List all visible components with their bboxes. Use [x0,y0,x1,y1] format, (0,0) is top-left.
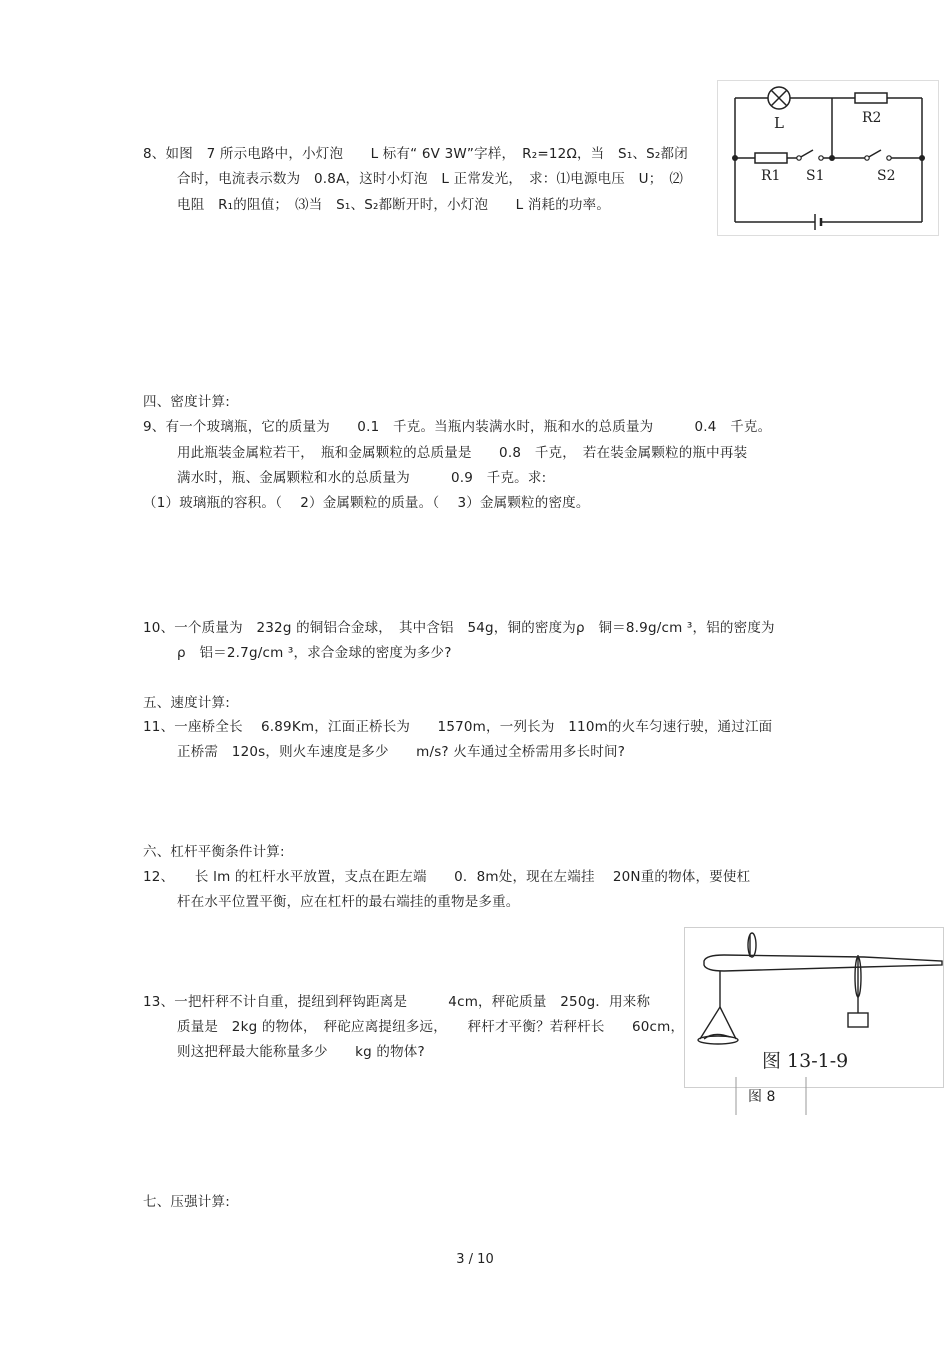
q8-line-2: 合时，电流表示数为 0.8A，这时小灯泡 L 正常发光， 求：⑴电源电压 U； ⑵ [177,171,684,187]
q11-line-2: 正桥需 120s，则火车速度是多少 m/s? 火车通过全桥需用多长时间? [177,744,626,760]
section-5-heading: 五、速度计算: [143,695,230,711]
section-4-heading: 四、密度计算: [143,394,230,410]
q9-line-3: 满水时，瓶、金属颗粒和水的总质量为 0.9 千克。求: [177,470,547,486]
label-S2: S2 [877,168,896,184]
q9-line-4: （1）玻璃瓶的容积。（ 2）金属颗粒的质量。（ 3）金属颗粒的密度。 [143,495,590,511]
circuit-diagram [717,80,939,236]
steelyard-figure [684,927,944,1117]
counterweight-icon [848,1013,868,1027]
q12-line-2: 杆在水平位置平衡，应在杠杆的最右端挂的重物是多重。 [177,894,520,910]
q11-line-1: 11、一座桥全长 6.89Km，江面正桥长为 1570m，一列长为 110m的火车匀速行驶，通过江面 [143,719,773,735]
figure-8-caption: 图 8 [748,1089,776,1105]
lamp-icon [768,87,790,109]
section-7-heading: 七、压强计算: [143,1194,230,1210]
q10-line-1: 10、一个质量为 232g 的铜铝合金球， 其中含铝 54g，铜的密度为ρ 铜＝8.9g/cm ³，铝的密度为 [143,620,775,636]
label-S1: S1 [806,168,825,184]
label-R2: R2 [862,110,882,126]
label-R1: R1 [761,168,781,184]
q9-line-2: 用此瓶装金属粒若干， 瓶和金属颗粒的总质量是 0.8 千克， 若在装金属颗粒的瓶中再装 [177,445,748,461]
label-L: L [774,114,784,132]
q10-line-2: ρ 铝＝2.7g/cm ³，求合金球的密度为多少? [177,645,452,661]
q9-line-1: 9、有一个玻璃瓶，它的质量为 0.1 千克。当瓶内装满水时，瓶和水的总质量为 0.4 千克。 [143,419,772,435]
q8-line-1: 8、如图 7 所示电路中，小灯泡 L 标有“ 6V 3W”字样， R₂=12Ω，当 S₁、S₂都闭 [143,146,688,162]
q13-line-3: 则这把秤最大能称量多少 kg 的物体? [177,1044,425,1060]
page-number: 3 / 10 [456,1252,494,1267]
steelyard-svg [684,927,944,1117]
scale-inner-caption: 图 13-1-9 [762,1050,849,1072]
section-6-heading: 六、杠杆平衡条件计算: [143,844,285,860]
q13-line-2: 质量是 2kg 的物体， 秤砣应离提纽多远， 秤杆才平衡？若秤杆长 60cm， [177,1019,685,1035]
q12-line-1: 12、 长 lm 的杠杆水平放置，支点在距左端 0．8m处，现在左端挂 20N重的物体，要使杠 [143,869,751,885]
circuit-svg [717,80,939,236]
q13-line-1: 13、一把杆秤不计自重，提纽到秤钩距离是 4cm，秤砣质量 250g．用来称 [143,994,651,1010]
q8-line-3: 电阻 R₁的阻值； ⑶当 S₁、S₂都断开时，小灯泡 L 消耗的功率。 [177,197,611,213]
